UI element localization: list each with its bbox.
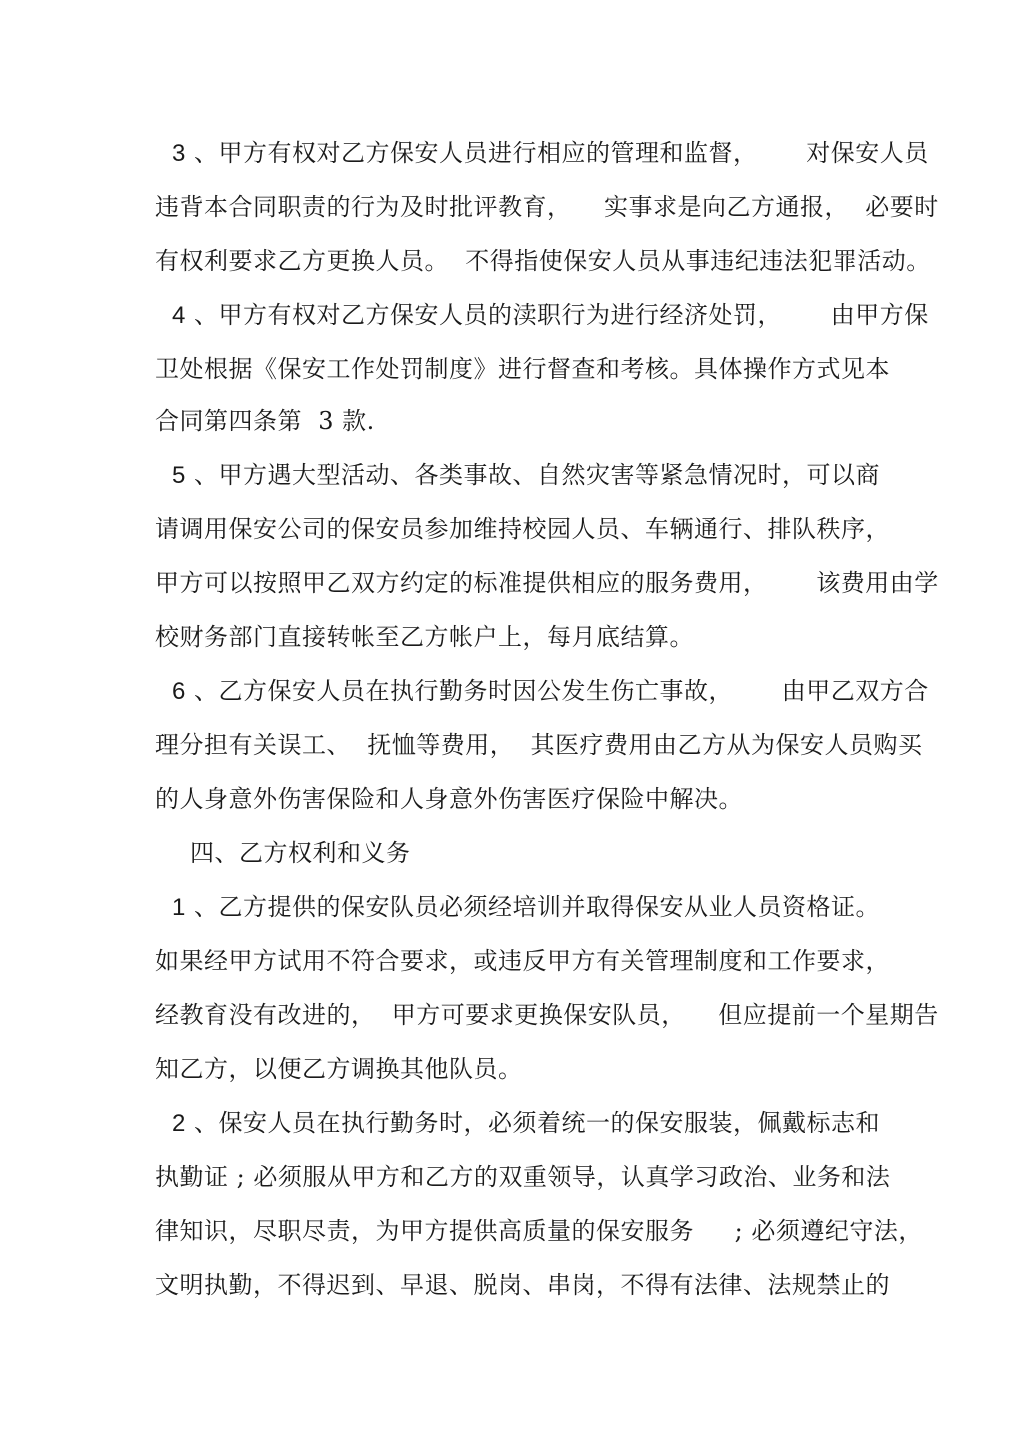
line-text: 校财务部门直接转帐至乙方帐户上，每月底结算。 bbox=[155, 623, 694, 651]
line-text: 文明执勤，不得迟到、早退、脱岗、串岗，不得有法律、法规禁止的 bbox=[155, 1271, 890, 1299]
line-text: 执勤证 ; 必须服从甲方和乙方的双重领导，认真学习政治、业务和法 bbox=[155, 1163, 891, 1191]
line-text: 律知识，尽职尽责，为甲方提供高质量的保安服务 ; 必须遵纪守法， bbox=[155, 1217, 923, 1245]
clause-number: 3 bbox=[172, 140, 186, 167]
section-heading bbox=[190, 838, 411, 868]
line-text: 卫处根据《保安工作处罚制度》进行督查和考核。具体操作方式见本 bbox=[155, 355, 890, 383]
line-text: 甲方可以按照甲乙双方约定的标准提供相应的服务费用， 该费用由学 bbox=[155, 569, 939, 597]
clause-number: 1 bbox=[172, 894, 186, 921]
line-text: 合同第四条第 3 款. bbox=[155, 407, 375, 435]
clause-number: 4 bbox=[172, 302, 186, 329]
text-line-2 bbox=[155, 192, 939, 222]
text-line-9 bbox=[155, 568, 939, 598]
line-text: 有权利要求乙方更换人员。 不得指使保安人员从事违纪违法犯罪活动。 bbox=[155, 247, 931, 275]
text-line-4 bbox=[172, 300, 929, 331]
line-text: 、甲方遇大型活动、各类事故、自然灾害等紧急情况时，可以商 bbox=[194, 461, 880, 489]
text-line-5 bbox=[155, 354, 890, 384]
text-line-8 bbox=[155, 514, 890, 544]
line-text: 四、乙方权利和义务 bbox=[190, 839, 411, 867]
text-line-21 bbox=[155, 1216, 923, 1246]
line-text: 、保安人员在执行勤务时，必须着统一的保安服装，佩戴标志和 bbox=[194, 1109, 880, 1137]
text-line-15 bbox=[172, 892, 880, 923]
text-line-7 bbox=[172, 460, 880, 491]
text-line-10 bbox=[155, 622, 694, 652]
line-text: 、乙方保安人员在执行勤务时因公发生伤亡事故， 由甲乙双方合 bbox=[194, 677, 929, 705]
text-line-16 bbox=[155, 946, 890, 976]
text-line-6 bbox=[155, 406, 375, 436]
text-line-19 bbox=[172, 1108, 880, 1139]
text-line-17 bbox=[155, 1000, 939, 1030]
text-line-20 bbox=[155, 1162, 890, 1192]
text-line-3 bbox=[155, 246, 931, 276]
text-line-1 bbox=[172, 138, 929, 169]
line-text: 经教育没有改进的， 甲方可要求更换保安队员， 但应提前一个星期告 bbox=[155, 1001, 939, 1029]
line-text: 、甲方有权对乙方保安人员进行相应的管理和监督， 对保安人员 bbox=[194, 139, 929, 167]
line-text: 、乙方提供的保安队员必须经培训并取得保安从业人员资格证。 bbox=[194, 893, 880, 921]
line-text: 请调用保安公司的保安员参加维持校园人员、车辆通行、排队秩序， bbox=[155, 515, 890, 543]
clause-number: 6 bbox=[172, 678, 186, 705]
text-line-11 bbox=[172, 676, 929, 707]
text-line-22 bbox=[155, 1270, 890, 1300]
line-text: 违背本合同职责的行为及时批评教育， 实事求是向乙方通报， 必要时 bbox=[155, 193, 939, 221]
line-text: 理分担有关误工、 抚恤等费用， 其医疗费用由乙方从为保安人员购买 bbox=[155, 731, 923, 759]
line-text: 如果经甲方试用不符合要求，或违反甲方有关管理制度和工作要求， bbox=[155, 947, 890, 975]
text-line-12 bbox=[155, 730, 923, 760]
text-line-18 bbox=[155, 1054, 523, 1084]
clause-number: 5 bbox=[172, 462, 186, 489]
text-line-13 bbox=[155, 784, 743, 814]
line-text: 知乙方，以便乙方调换其他队员。 bbox=[155, 1055, 523, 1083]
line-text: 的人身意外伤害保险和人身意外伤害医疗保险中解决。 bbox=[155, 785, 743, 813]
clause-number: 2 bbox=[172, 1110, 186, 1137]
line-text: 、甲方有权对乙方保安人员的渎职行为进行经济处罚， 由甲方保 bbox=[194, 301, 929, 329]
